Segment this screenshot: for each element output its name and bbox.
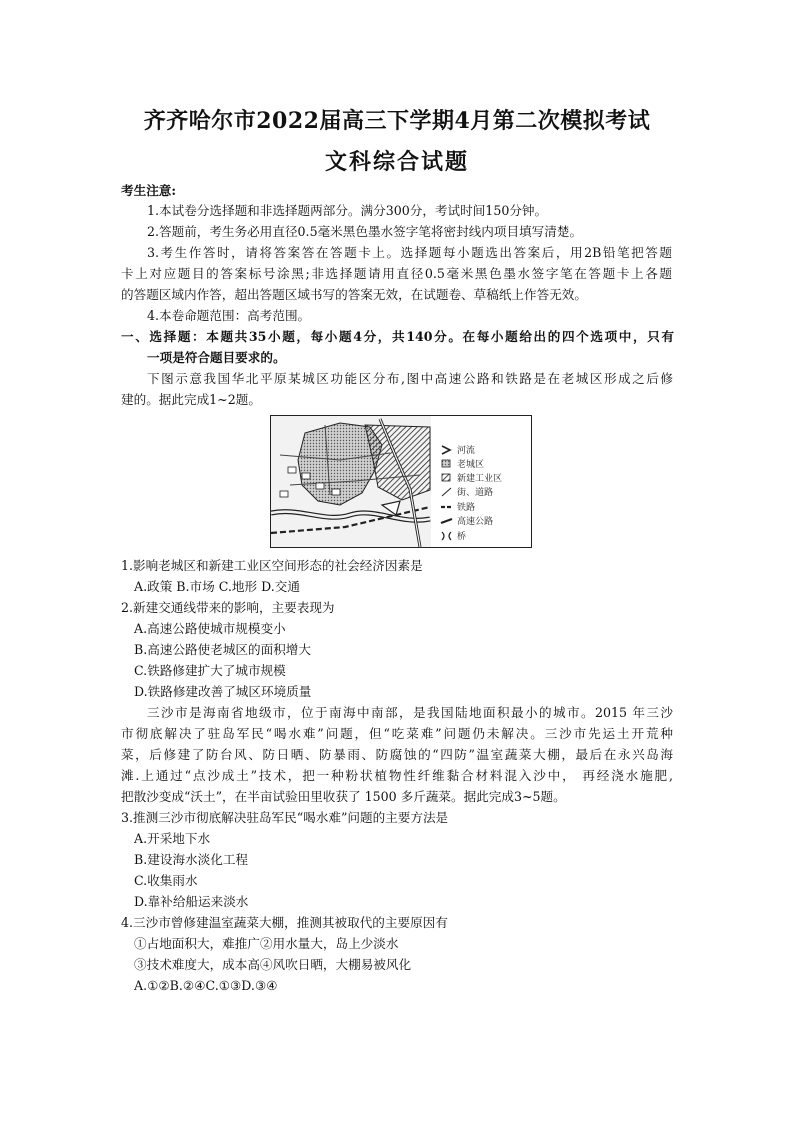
notice-item-3-cont2: 的答题区域内作答，超出答题区域书写的答案无效，在试题卷、草稿纸上作答无效。 xyxy=(121,287,587,302)
legend-industry-swatch xyxy=(442,474,450,481)
q3-option-c: C.收集雨水 xyxy=(134,873,198,888)
intro2-line3: 菜，后修建了防台风、防日晒、防暴雨、防腐蚀的“四防”温室蔬菜大棚，最后在永兴岛海 xyxy=(121,747,673,762)
notice-item-4: 4.本卷命题范围：高考范围。 xyxy=(147,308,311,323)
q2-option-d: D.铁路修建改善了城区环境质量 xyxy=(134,684,312,699)
q4-choice-line1: ①占地面积大，难推广②用水量大，岛上少淡水 xyxy=(134,936,399,951)
notice-item-1: 1.本试卷分选择题和非选择题两部分。满分300分，考试时间150分钟。 xyxy=(147,203,548,218)
intro1-line2: 建的。据此完成1~2题。 xyxy=(121,392,261,407)
intro2-line5: 把散沙变成“沃土”，在半亩试验田里收获了 1500 多斤蔬菜。据此完成3~5题。 xyxy=(121,789,566,804)
legend-industry: 新建工业区 xyxy=(457,474,503,484)
map-area xyxy=(271,416,431,547)
legend-bridge: 桥 xyxy=(457,532,467,542)
q4-stem: 4.三沙市曾修建温室蔬菜大棚，推测其被取代的主要原因有 xyxy=(121,915,448,930)
city-function-map xyxy=(270,415,532,548)
q3-option-d: D.靠补给船运来淡水 xyxy=(134,894,249,909)
legend-oldtown-swatch xyxy=(442,460,450,467)
notice-item-2: 2.答题前，考生务必用直径0.5毫米黑色墨水签字笔将密封线内项目填写清楚。 xyxy=(147,224,583,239)
q4-options: A.①②B.②④C.①③D.③④ xyxy=(134,978,278,993)
legend-street: 街、道路 xyxy=(457,488,494,498)
legend-oldtown: 老城区 xyxy=(457,460,485,470)
notice-heading: 考生注意: xyxy=(121,183,177,198)
q1-stem: 1.影响老城区和新建工业区空间形态的社会经济因素是 xyxy=(121,558,423,573)
q2-option-b: B.高速公路使老城区的面积增大 xyxy=(134,642,311,657)
intro2-line1: 三沙市是海南省地级市，位于南海中南部，是我国陆地面积最小的城市。2015 年三沙 xyxy=(147,705,673,720)
q3-stem: 3.推测三沙市彻底解决驻岛军民“喝水难”问题的主要方法是 xyxy=(121,810,449,825)
q2-option-a: A.高速公路使城市规模变小 xyxy=(134,621,286,636)
notice-item-3-cont: 卡上对应题目的答案标号涂黑;非选择题请用直径0.5毫米黑色墨水签字笔在答题卡上各题 xyxy=(121,266,672,281)
q3-option-b: B.建设海水淡化工程 xyxy=(134,852,249,867)
section-heading-cont: 一项是符合题目要求的。 xyxy=(147,350,286,365)
notice-item-3: 3.考生作答时，请将答案答在答题卡上。选择题每小题选出答案后，用2B铅笔把答题 xyxy=(147,245,672,260)
intro2-line2: 市彻底解决了驻岛军民“喝水难”问题，但“吃菜难”问题仍未解决。三沙市先运土开荒种 xyxy=(121,726,673,741)
q2-stem: 2.新建交通线带来的影响，主要表现为 xyxy=(121,600,335,615)
legend-expressway: 高速公路 xyxy=(457,517,494,527)
q2-option-c: C.铁路修建扩大了城市规模 xyxy=(134,663,286,678)
q1-options: A.政策 B.市场 C.地形 D.交通 xyxy=(134,579,300,594)
q3-option-a: A.开采地下水 xyxy=(134,831,211,846)
exam-subtitle: 文科综合试题 xyxy=(324,149,469,175)
section-heading: 一、选择题：本题共35小题，每小题4分，共140分。在每小题给出的四个选项中，只有 xyxy=(121,329,674,344)
intro2-line4: 滩.上通过“点沙成土”技术，把一种粉状植物性纤维黏合材料混入沙中， 再经浇水施肥, xyxy=(121,768,673,783)
exam-title: 齐齐哈尔市2022届高三下学期4月第二次模拟考试 xyxy=(143,108,651,134)
q4-choice-line2: ③技术难度大，成本高④风吹日晒，大棚易被风化 xyxy=(134,957,412,972)
legend-river: 河流 xyxy=(457,446,476,456)
legend-railway: 铁路 xyxy=(457,503,476,513)
intro1-line1: 下图示意我国华北平原某城区功能区分布,图中高速公路和铁路是在老城区形成之后修 xyxy=(147,371,673,386)
